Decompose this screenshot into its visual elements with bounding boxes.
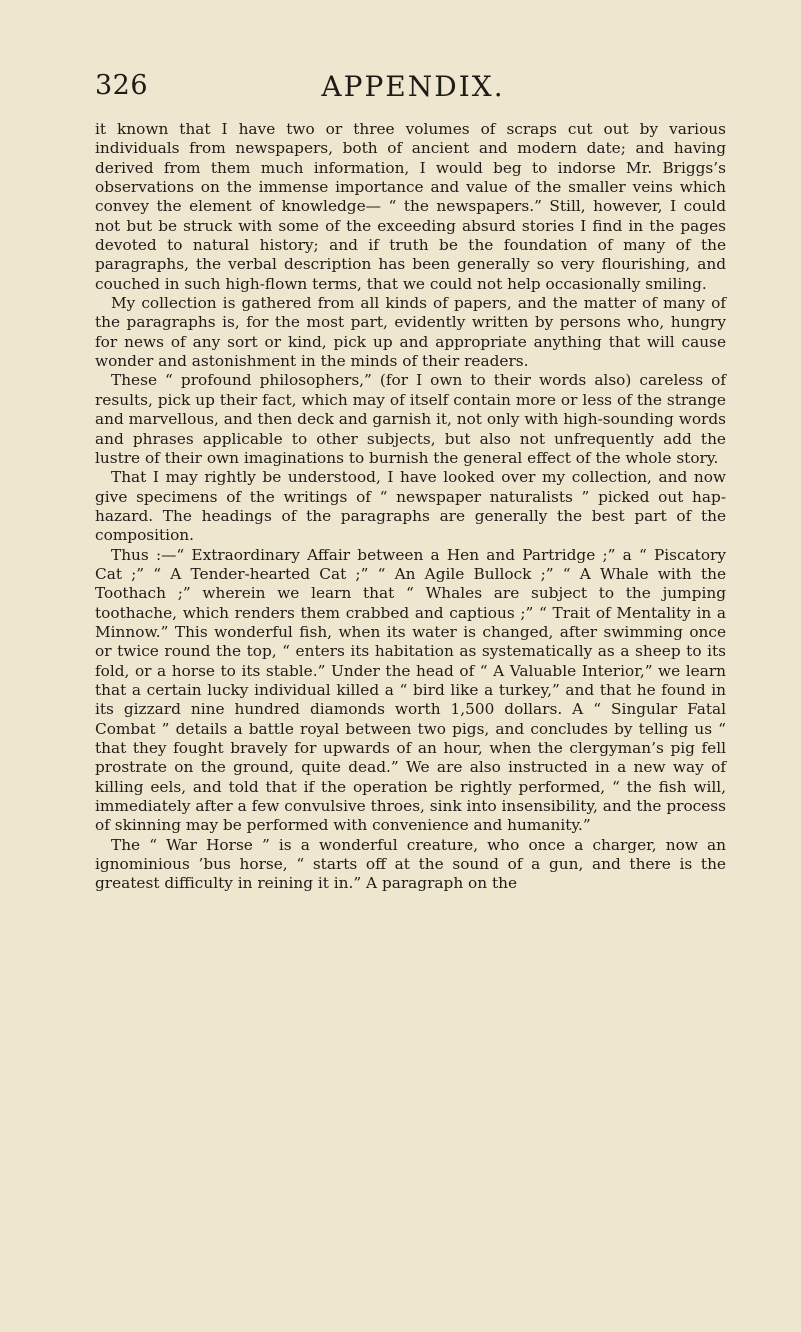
paragraph: Thus :—“ Extraordinary Affair between a Hen and Partridge ;” a “ Piscatory Cat ;” “ A Tender-hearted Cat ;” “ An Agile Bullock ;” “ A Whale with the Toothach ;” wherein we learn that “ Whales are subject to the jumping toothache, which renders them crabbed and captious ;” “ Trait of Mentality in a Minnow.” This wonderful fish, when its water is changed, after swimming once or twice round the top, “ enters its habitation as systematically as a sheep to its fold, or a horse to its stable.” Under the head of “ A Valuable Interior,” we learn that a certain lucky individual killed a “ bird like a turkey,” and that he found in its gizzard nine hundred diamonds worth 1,500 dollars. A “ Singular Fatal Combat ” details a battle royal between two pigs, and concludes by telling us “ that they fought bravely for upwards of an hour, when the clergyman’s pig fell prostrate on the ground, quite dead.” We are also instructed in a new way of killing eels, and told that if the operation be rightly performed, “ the fish will, immediately after a few convulsive throes, sink into insensibility, and the process of skinning may be performed with convenience and humanity.” — [95, 545, 726, 835]
paragraph: My collection is gathered from all kinds of papers, and the matter of many of the paragraphs is, for the most part, evidently written by persons who, hungry for news of any sort or kind, pick up and appropriate anything that will cause wonder and astonishment in the minds of their readers. — [95, 294, 726, 371]
paragraph: The “ War Horse ” is a wonderful creature, who once a charger, now an ignominious ’bus horse, “ starts off at the sound of a gun, and there is the greatest difficulty in reining it in.” A paragraph on the — [95, 835, 726, 893]
paragraph: These “ profound philosophers,” (for I own to their words also) careless of results, pick up their fact, which may of itself contain more or less of the strange and marvellous, and then deck and garnish it, not only with high-sounding words and phrases applicable to other subjects, but also not unfrequently add the lustre of their own imaginations to burnish the general effect of the whole story. — [95, 371, 726, 467]
paragraph: it known that I have two or three volumes of scraps cut out by various individuals from newspapers, both of ancient and modern date; and having derived from them much information, I would beg to indorse Mr. Briggs’s observations on the immense importance and value of the smaller veins which convey the element of knowledge— “ the newspapers.” Still, however, I could not but be struck with some of the exceeding absurd stories I find in the pages devoted to natural history; and if truth be the foundation of many of the paragraphs, the verbal description has been generally so very flourishing, and couched in such high-flown terms, that we could not help occasionally smiling. — [95, 120, 726, 293]
paragraph: That I may rightly be understood, I have looked over my collection, and now give specimens of the writings of “ newspaper naturalists ” picked out hap-hazard. The headings of the paragraphs are generally the best part of the composition. — [95, 468, 726, 545]
page-header — [95, 70, 731, 114]
running-head: APPENDIX. — [321, 70, 505, 103]
page-number: 326 — [95, 70, 149, 101]
body-text — [95, 120, 726, 894]
